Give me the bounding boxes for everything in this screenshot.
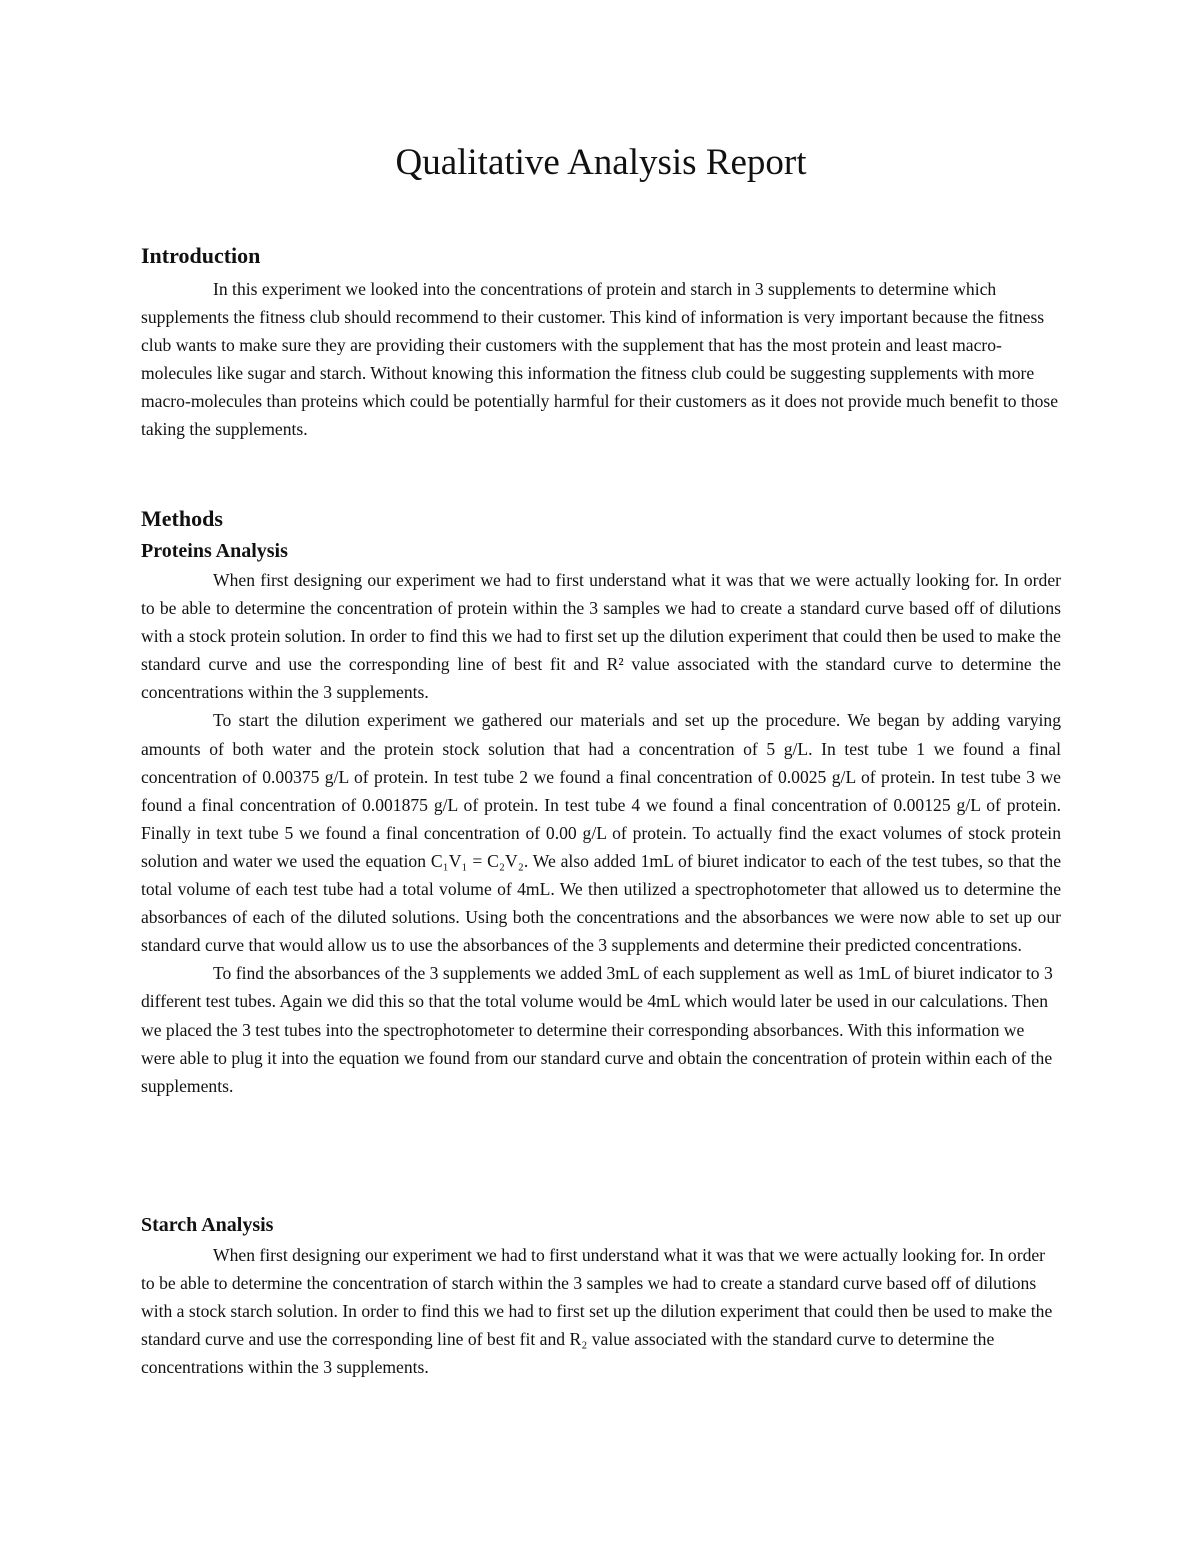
- proteins-paragraph-2: To start the dilution experiment we gathered our materials and set up the procedure. We began by adding varying amounts of both water and the protein stock solution that had a concentration of 5 g/L. In test tube 1 we found a final concentration of 0.00375 g/L of protein. In test tube 2 we found a final concentration of 0.0025 g/L of protein. In test tube 3 we found a final concentration of 0.001875 g/L of protein. In test tube 4 we found a final concentration of 0.00125 g/L of protein. Finally in text tube 5 we found a final concentration of 0.00 g/L of protein. To actually find the exact volumes of stock protein solution and water we used the equation C₁V₁ = C₂V₂. We also added 1mL of biuret indicator to each of the test tubes, so that the total volume of each test tube had a total volume of 4mL. We then utilized a spectrophotometer that allowed us to determine the absorbances of each of the diluted solutions. Using both the concentrations and the absorbances we were now able to set up our standard curve that would allow us to use the absorbances of the 3 supplements and determine their predicted concentrations.: [141, 710, 1061, 956]
- proteins-paragraph-1: When first designing our experiment we had to first understand what it was that we were actually looking for. In order to be able to determine the concentration of protein within the 3 samples we had to create a standard curve based off of dilutions with a stock protein solution. In order to find this we had to first set up the dilution experiment that could then be used to make the standard curve and use the corresponding line of best fit and R² value associated with the standard curve to determine the concentrations within the 3 supplements.: [141, 570, 1061, 703]
- introduction-paragraph: In this experiment we looked into the concentrations of protein and starch in 3 supplements to determine which supplements the fitness club should recommend to their customer. This kind of information is very important because the fitness club wants to make sure they are providing their customers with the supplement that has the most protein and least macro-molecules like sugar and starch. Without knowing this information the fitness club could be suggesting supplements with more macro-molecules than proteins which could be potentially harmful for their customers as it does not provide much benefit to those taking the supplements.: [141, 279, 1059, 440]
- proteins-analysis-body: [141, 566, 1061, 1100]
- document-title: Qualitative Analysis Report: [395, 142, 807, 183]
- proteins-paragraph-3: To find the absorbances of the 3 supplements we added 3mL of each supplement as well as 1mL of biuret indicator to 3 different test tubes. Again we did this so that the total volume would be 4mL which would later be used in our calculations. Then we placed the 3 test tubes into the spectrophotometer to determine their corresponding absorbances. With this information we were able to plug it into the equation we found from our standard curve and obtain the concentration of protein within each of the supplements.: [141, 963, 1053, 1096]
- proteins-analysis-heading: Proteins Analysis: [141, 540, 288, 562]
- introduction-heading: Introduction: [141, 243, 261, 268]
- starch-analysis-body: [141, 1241, 1061, 1381]
- starch-paragraph-1: When first designing our experiment we had to first understand what it was that we were actually looking for. In order to be able to determine the concentration of starch within the 3 samples we had to create a standard curve based off of dilutions with a stock starch solution. In order to find this we had to first set up the dilution experiment that could then be used to make the standard curve and use the corresponding line of best fit and R₂ value associated with the standard curve to determine the concentrations within the 3 supplements.: [141, 1245, 1053, 1378]
- starch-analysis-heading: Starch Analysis: [141, 1214, 274, 1236]
- methods-heading: Methods: [141, 506, 223, 531]
- introduction-body: [141, 275, 1061, 444]
